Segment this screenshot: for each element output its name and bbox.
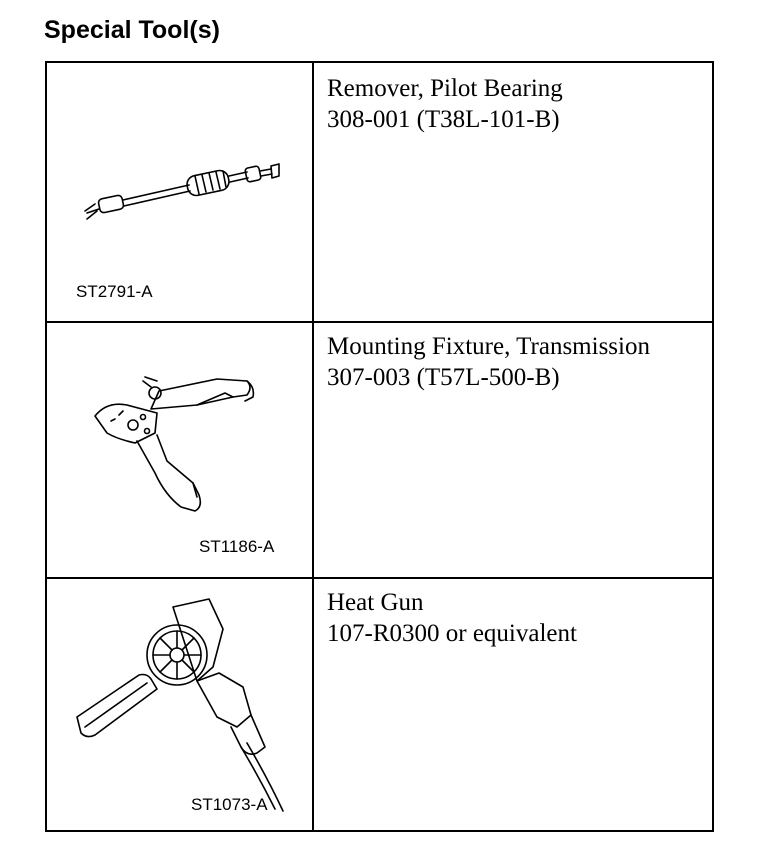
tool-number: 107-R0300 or equivalent [327,620,577,647]
heat-gun-icon [47,577,312,830]
special-tools-table [45,61,714,832]
tool-description [314,63,712,321]
tool-name: Heat Gun [327,589,424,616]
tool-code: ST1186-A [199,537,275,556]
section-title: Special Tool(s) [44,16,220,44]
table-row [47,321,712,579]
tool-description [314,577,712,830]
tool-description [314,321,712,577]
tool-code: ST2791-A [76,282,153,301]
tool-illustration-cell [47,63,314,321]
tool-illustration-cell [47,321,314,577]
tool-name: Mounting Fixture, Transmission [327,333,650,360]
tool-number: 307-003 (T57L-500-B) [327,364,560,391]
tool-illustration-cell [47,577,314,830]
tool-name: Remover, Pilot Bearing [327,75,563,102]
table-row [47,577,712,830]
table-row [47,63,712,323]
tool-code: ST1073-A [191,795,268,814]
tool-number: 308-001 (T38L-101-B) [327,106,560,133]
